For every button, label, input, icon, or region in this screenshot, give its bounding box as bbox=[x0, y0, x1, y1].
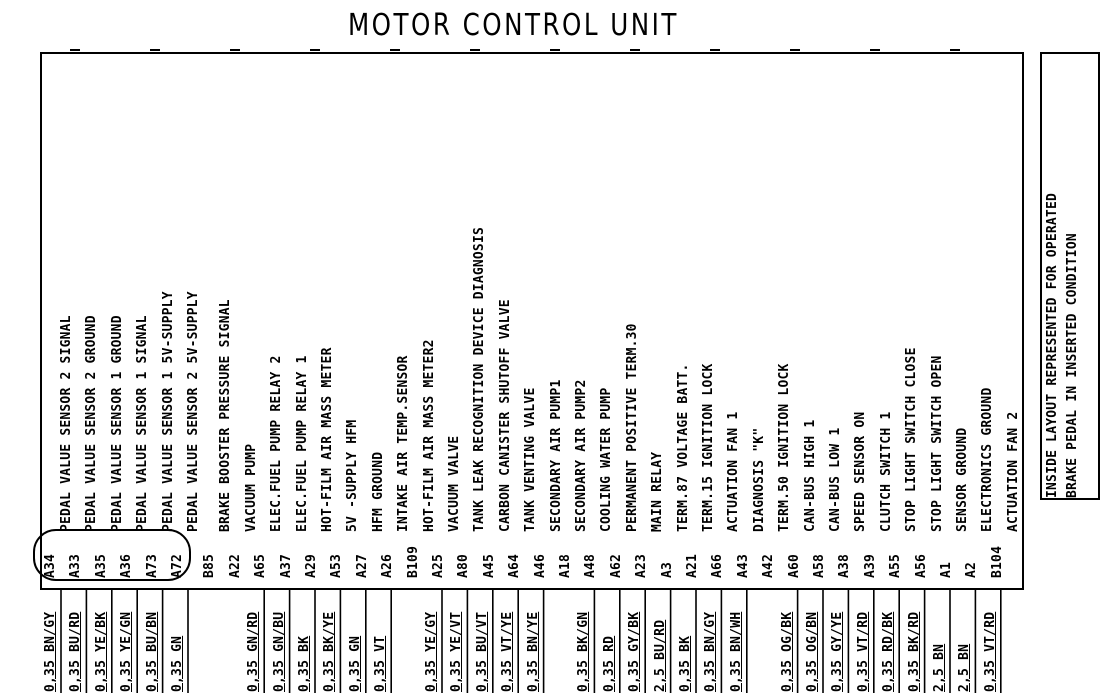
pin-id: A73 bbox=[144, 553, 160, 578]
pin-function-label: CAN-BUS HIGH 1 bbox=[802, 419, 818, 532]
pin-id: A26 bbox=[380, 553, 396, 578]
pin-function-label: TANK LEAK RECOGNITION DEVICE DIAGNOSIS bbox=[472, 226, 488, 532]
wire-label: 2,5 BN bbox=[957, 643, 973, 692]
wire-label: 0,35 YE/VT bbox=[449, 611, 465, 692]
wire-label: 0,35 VT/RD bbox=[982, 611, 998, 692]
pin-function-label: HOT-FILM AIR MASS METER bbox=[320, 347, 335, 532]
wire-label: 0,35 BK bbox=[678, 635, 693, 692]
note-line-1: INSIDE LAYOUT REPRESENTED FOR OPERATED bbox=[1045, 192, 1060, 498]
pin-id: A39 bbox=[862, 553, 878, 578]
pin-id: A37 bbox=[278, 553, 294, 578]
pin-function-label: VACUUM PUMP bbox=[243, 443, 259, 532]
wire-label: 0,35 YE/BK bbox=[93, 611, 109, 692]
wire-label: 0,35 GY/BK bbox=[627, 611, 643, 692]
pin-function-label: PEDAL VALUE SENSOR 1 GROUND bbox=[109, 315, 125, 532]
pin-function-label: CARBON CANISTER SHUTOFF VALVE bbox=[497, 299, 513, 532]
pin-function-label: ELEC.FUEL PUMP RELAY 2 bbox=[269, 355, 285, 532]
pin-function-label: SPEED SENSOR ON bbox=[853, 411, 869, 532]
pin-id: A80 bbox=[456, 553, 472, 578]
pin-id: A36 bbox=[119, 553, 135, 578]
pin-function-label: HOT-FILM AIR MASS METER2 bbox=[421, 339, 437, 532]
wire-label: 0,35 OG/BK bbox=[779, 611, 795, 692]
pin-id: A45 bbox=[481, 553, 497, 578]
wire-label: 0,35 GY/YE bbox=[830, 611, 846, 692]
pin-function-label: PERMANENT POSITIVE TERM.30 bbox=[624, 323, 640, 532]
wire-label: 0,35 BN/WH bbox=[728, 611, 744, 692]
pin-function-label: TERM.15 IGNITION LOCK bbox=[701, 363, 716, 532]
pin-function-label: ACTUATION FAN 1 bbox=[726, 411, 742, 532]
pin-id: A43 bbox=[735, 553, 751, 578]
pin-function-label: STOP LIGHT SWITCH OPEN bbox=[929, 355, 945, 532]
wire-label: 0,35 RD/BK bbox=[881, 611, 897, 692]
wire-label: 0,35 BU/VT bbox=[474, 611, 490, 692]
pin-function-label: MAIN RELAY bbox=[650, 451, 666, 532]
pin-id: A42 bbox=[761, 553, 777, 578]
pin-function-label: INTAKE AIR TEMP.SENSOR bbox=[396, 355, 412, 532]
wire-label: 0,35 BK bbox=[297, 635, 312, 692]
pin-function-label: ACTUATION FAN 2 bbox=[1005, 411, 1021, 532]
pin-function-label: ELECTRONICS GROUND bbox=[980, 387, 996, 532]
note-line-2: BRAKE PEDAL IN INSERTED CONDITION bbox=[1065, 233, 1080, 498]
pin-id: A29 bbox=[304, 553, 319, 578]
wire-label: 0,35 VT/RD bbox=[855, 611, 871, 692]
wire-label: 0,35 YE/GN bbox=[119, 611, 135, 692]
wire-label: 0,35 BN/GY bbox=[43, 611, 58, 692]
pin-id: A33 bbox=[68, 553, 84, 578]
pin-function-label: PEDAL VALUE SENSOR 1 SIGNAL bbox=[135, 315, 151, 532]
pin-id: A23 bbox=[634, 553, 650, 578]
pin-function-label: HFM GROUND bbox=[370, 451, 386, 532]
pin-id: A56 bbox=[913, 553, 929, 578]
pin-function-label: VACUUM VALVE bbox=[447, 435, 462, 532]
pin-function-label: CLUTCH SWITCH 1 bbox=[878, 411, 894, 532]
diagram-title: MOTOR CONTROL UNIT bbox=[348, 8, 679, 43]
wire-label: 0,35 BU/RD bbox=[68, 611, 84, 692]
pin-id: A66 bbox=[710, 553, 726, 578]
pin-id: A18 bbox=[558, 553, 573, 578]
pin-id: A65 bbox=[253, 553, 269, 578]
wire-label: 0,35 RD bbox=[601, 635, 617, 692]
pin-id: A60 bbox=[786, 553, 802, 578]
pin-id: A2 bbox=[964, 561, 980, 578]
pin-id: A64 bbox=[507, 553, 523, 578]
wire-label: 0,35 GN/RD bbox=[246, 611, 262, 692]
wire-label: 0,35 BN/YE bbox=[525, 611, 541, 692]
pin-id: A46 bbox=[532, 553, 548, 578]
pin-function-label: PEDAL VALUE SENSOR 2 SIGNAL bbox=[59, 315, 74, 532]
pin-id: A48 bbox=[583, 553, 599, 578]
wire-label: 0,35 GN bbox=[170, 635, 185, 692]
wire-label: 0,35 GN/BU bbox=[271, 611, 287, 692]
wire-label: 0,35 YE/GY bbox=[424, 611, 439, 692]
pin-id: A22 bbox=[227, 553, 243, 578]
pin-function-label: TERM.50 IGNITION LOCK bbox=[777, 363, 793, 532]
pin-id: A62 bbox=[608, 553, 624, 578]
pin-id: B109 bbox=[405, 545, 421, 578]
pin-id: A53 bbox=[329, 553, 345, 578]
pin-id: A38 bbox=[837, 553, 853, 578]
wire-label: 0,35 VT/YE bbox=[500, 611, 516, 692]
pin-id: A35 bbox=[93, 553, 109, 578]
pin-function-label: PEDAL VALUE SENSOR 2 GROUND bbox=[84, 315, 100, 532]
pin-function-label: BRAKE BOOSTER PRESSURE SIGNAL bbox=[218, 299, 234, 532]
pin-id: A1 bbox=[939, 561, 954, 578]
pin-function-label: SENSOR GROUND bbox=[955, 427, 970, 532]
pin-id: B104 bbox=[989, 545, 1005, 578]
pin-function-label: 5V -SUPPLY HFM bbox=[345, 419, 361, 532]
pin-function-label: SECONDARY AIR PUMP2 bbox=[574, 379, 589, 532]
pin-function-label: STOP LIGHT SWITCH CLOSE bbox=[904, 347, 920, 532]
wire-label: 0,35 BK/GN bbox=[576, 611, 592, 692]
pin-function-label: PEDAL VALUE SENSOR 2 5V-SUPPLY bbox=[186, 291, 201, 532]
wire-label: 0,35 BK/YE bbox=[322, 611, 338, 692]
pin-function-label: SECONDARY AIR PUMP1 bbox=[548, 379, 564, 532]
wire-label: 2,5 BN bbox=[932, 643, 947, 692]
pin-id: A58 bbox=[812, 553, 827, 578]
wire-label: 0,35 BU/BN bbox=[144, 611, 160, 692]
wire-label: 0,35 BK/RD bbox=[906, 611, 922, 692]
pin-id: A25 bbox=[431, 553, 446, 578]
wire-label: 0,35 BN/GY bbox=[703, 611, 719, 692]
pin-function-label: TANK VENTING VALVE bbox=[523, 387, 539, 532]
pin-function-label: ELEC.FUEL PUMP RELAY 1 bbox=[294, 355, 310, 532]
pin-id: A27 bbox=[354, 553, 370, 578]
pin-function-label: PEDAL VALUE SENSOR 1 5V-SUPPLY bbox=[160, 291, 176, 532]
pin-id: A34 bbox=[43, 553, 58, 578]
wire-label: 2,5 BU/RD bbox=[652, 619, 668, 692]
pin-id: A72 bbox=[170, 553, 185, 578]
pin-id: A55 bbox=[888, 553, 904, 578]
wire-label: 0,35 GN bbox=[347, 635, 363, 692]
wire-label: 0,35 OG/BN bbox=[805, 611, 820, 692]
pin-id: A21 bbox=[685, 553, 700, 578]
pin-id: B85 bbox=[202, 553, 218, 578]
pin-id: A3 bbox=[659, 561, 675, 578]
pin-function-label: CAN-BUS LOW 1 bbox=[828, 427, 843, 532]
pin-function-label: TERM.87 VOLTAGE BATT. bbox=[675, 363, 691, 532]
pin-function-label: COOLING WATER PUMP bbox=[599, 387, 615, 532]
wire-label: 0,35 VT bbox=[373, 635, 389, 692]
pin-function-label: DIAGNOSIS "K" bbox=[751, 427, 767, 532]
